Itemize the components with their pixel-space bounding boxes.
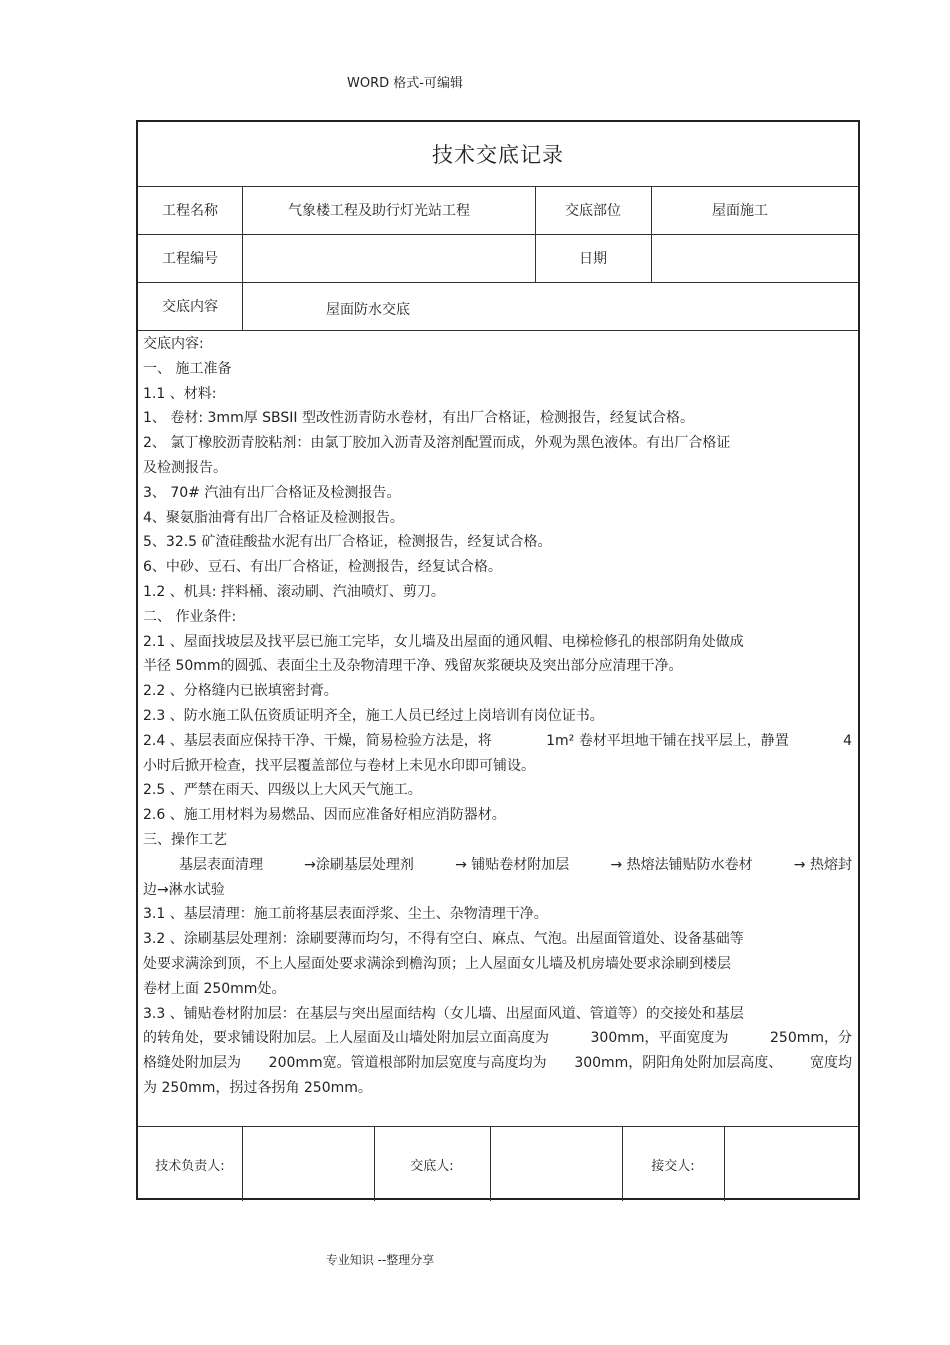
text-segment: 的转角处，要求铺设附加层。上人屋面及山墙处附加层立面高度为 xyxy=(143,1030,549,1047)
body-line: 半径 50mm的圆弧、表面尘土及杂物清理干净、残留灰浆硬块及突出部分应清理干净。 xyxy=(143,658,683,675)
divider xyxy=(242,234,243,282)
body-line: 3、 70# 汽油有出厂合格证及检测报告。 xyxy=(143,484,401,501)
page-footer: 专业知识 --整理分享 xyxy=(325,1253,435,1267)
receiver-label: 接交人: xyxy=(651,1158,695,1174)
body-line: 4、聚氨脂油膏有出厂合格证及检测报告。 xyxy=(143,509,404,526)
date-value xyxy=(658,234,848,282)
project-number-label: 工程编号 xyxy=(162,251,218,267)
body-line xyxy=(143,729,852,754)
body-line: 2.1 、屋面找坡层及找平层已施工完毕，女儿墙及出屋面的通风帽、电梯检修孔的根部阴角处做成 xyxy=(143,633,744,650)
date-label: 日期 xyxy=(579,251,607,267)
discloser-signature xyxy=(490,1127,622,1201)
text-segment: 4 xyxy=(843,732,852,749)
body-line: 2.3 、防水施工队伍资质证明齐全，施工人员已经过上岗培训有岗位证书。 xyxy=(143,707,604,724)
process-step: →涂刷基层处理剂 xyxy=(304,856,414,873)
body-line: 小时后掀开检查，找平层覆盖部位与卷材上未见水印即可铺设。 xyxy=(143,757,535,774)
text-segment: 2.4 、基层表面应保持干净、干燥，简易检验方法是，将 xyxy=(143,732,492,749)
text-segment: 300mm，阴阳角处附加层高度、 xyxy=(574,1055,783,1072)
body-line: 2.5 、严禁在雨天、四级以上大风天气施工。 xyxy=(143,782,422,799)
body-line: 1.1 、材料: xyxy=(143,385,217,402)
divider xyxy=(651,186,652,234)
content-label: 交底内容 xyxy=(162,299,218,315)
content-value: 屋面防水交底 xyxy=(326,302,410,318)
page-header: WORD 格式-可编辑 xyxy=(347,76,463,91)
process-step: → 热熔封 xyxy=(793,856,852,873)
handover-record-form xyxy=(136,120,860,1200)
project-number-row xyxy=(138,234,858,283)
text-segment: 宽度均 xyxy=(809,1055,852,1072)
divider xyxy=(242,186,243,234)
body-line: 3.1 、基层清理：施工前将基层表面浮浆、尘土、杂物清理干净。 xyxy=(143,906,548,923)
text-segment: 格缝处附加层为 xyxy=(143,1055,241,1072)
text-segment: 250mm，分 xyxy=(770,1030,852,1047)
body-line: 3.2 、涂刷基层处理剂：涂刷要薄而均匀，不得有空白、麻点、气泡。出屋面管道处、设备基础等 xyxy=(143,931,744,948)
body-line: 3.3 、铺贴卷材附加层：在基层与突出屋面结构（女儿墙、出屋面风道、管道等）的交接处和基层 xyxy=(143,1005,744,1022)
content-summary-row xyxy=(138,282,858,331)
body-line: 处要求满涂到顶，不上人屋面处要求满涂到檐沟顶；上人屋面女儿墙及机房墙处要求涂刷到楼层 xyxy=(143,955,731,972)
body-line: 一、 施工准备 xyxy=(143,360,232,377)
project-name-value: 气象楼工程及助行灯光站工程 xyxy=(288,203,470,219)
body-line: 2、 氯丁橡胶沥青胶粘剂：由氯丁胶加入沥青及溶剂配置而成，外观为黑色液体。有出厂合格证 xyxy=(143,435,731,452)
signature-row xyxy=(138,1126,858,1201)
divider xyxy=(242,282,243,330)
body-line: 1、 卷材: 3mm厚 SBSII 型改性沥青防水卷材，有出厂合格证，检测报告，经复试合格。 xyxy=(143,410,694,427)
tech-lead-label: 技术负责人: xyxy=(155,1158,225,1174)
body-line xyxy=(143,1026,852,1051)
receiver-signature xyxy=(724,1127,858,1201)
handover-part-label: 交底部位 xyxy=(565,203,621,219)
process-step: → 铺贴卷材附加层 xyxy=(455,856,570,873)
process-flow-line xyxy=(143,853,852,878)
handover-part-value: 屋面施工 xyxy=(712,203,768,219)
text-segment: 200mm宽。管道根部附加层宽度与高度均为 xyxy=(268,1055,547,1072)
body-line: 交底内容: xyxy=(143,336,204,352)
body-line: 2.2 、分格缝内已嵌填密封膏。 xyxy=(143,683,338,700)
title-row xyxy=(138,122,858,187)
body-line xyxy=(143,1051,852,1076)
body-line: 二、 作业条件: xyxy=(143,608,237,625)
tech-lead-signature xyxy=(242,1127,374,1201)
body-line: 6、中砂、豆石、有出厂合格证，检测报告，经复试合格。 xyxy=(143,559,502,576)
project-name-row xyxy=(138,186,858,235)
body-line: 三、操作工艺 xyxy=(143,831,227,848)
process-step: 基层表面清理 xyxy=(179,856,263,873)
body-line: 为 250mm，拐过各拐角 250mm。 xyxy=(143,1079,372,1096)
project-name-label: 工程名称 xyxy=(162,203,218,219)
body-line: 2.6 、施工用材料为易燃品、因而应准备好相应消防器材。 xyxy=(143,807,506,824)
body-line: 边→淋水试验 xyxy=(143,881,225,898)
body-line: 卷材上面 250mm处。 xyxy=(143,980,286,997)
text-segment: 1m² 卷材平坦地干铺在找平层上，静置 xyxy=(546,732,789,749)
divider xyxy=(651,234,652,282)
text-segment: 300mm，平面宽度为 xyxy=(590,1030,729,1047)
project-number-value xyxy=(248,234,528,282)
body-line: 1.2 、机具: 拌料桶、滚动刷、汽油喷灯、剪刀。 xyxy=(143,583,445,600)
body-line: 5、32.5 矿渣硅酸盐水泥有出厂合格证，检测报告，经复试合格。 xyxy=(143,534,552,551)
discloser-label: 交底人: xyxy=(410,1158,454,1174)
form-title: 技术交底记录 xyxy=(432,143,564,167)
handover-body xyxy=(143,332,852,1101)
process-step: → 热熔法铺贴防水卷材 xyxy=(610,856,753,873)
body-line: 及检测报告。 xyxy=(143,459,227,476)
